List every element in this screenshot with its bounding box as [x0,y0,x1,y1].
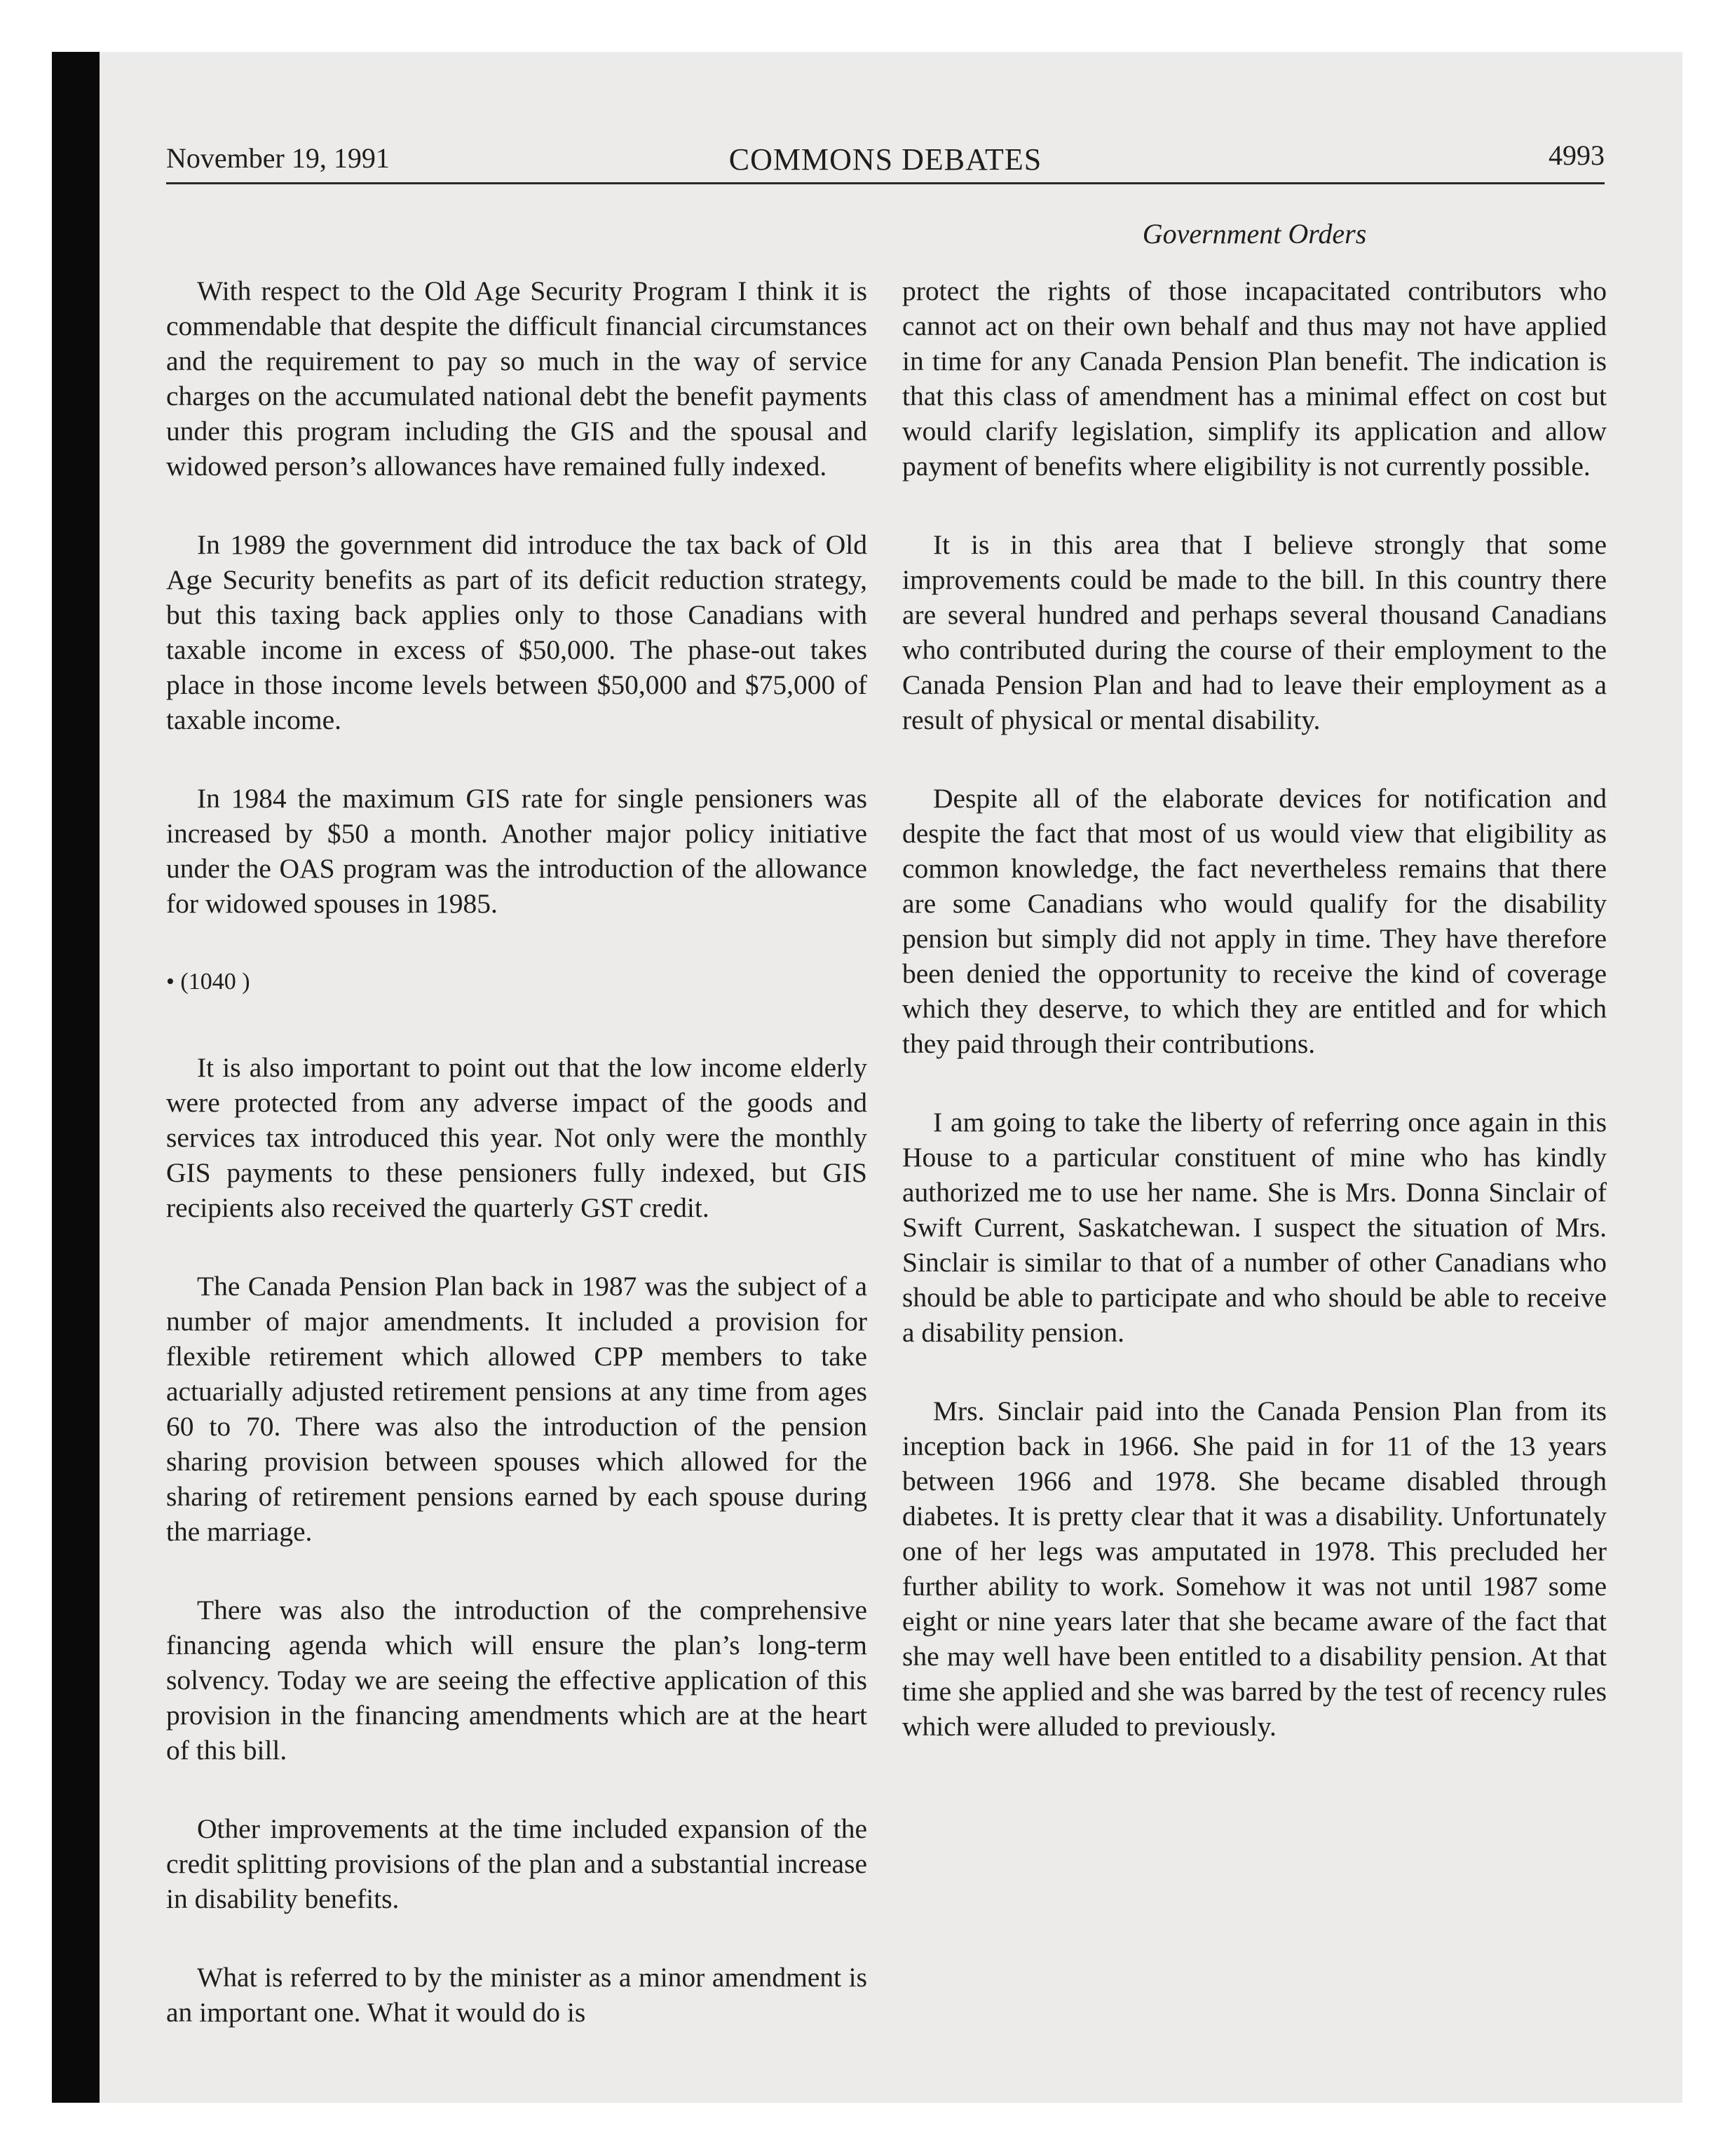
paragraph: There was also the introduction of the comprehensive financing agenda which will ensure the plan’s long-term solvency. Today we are seeing the effective application of this provision in the financing amendments which are at the heart of this bill. [166,1595,867,1766]
running-header [166,139,1605,184]
paragraph: With respect to the Old Age Security Program I think it is commendable that despite the difficult financial circumstances and the requirement to pay so much in the way of service charges on the accumulated national debt the benefit payments under this program including the GIS and the spousal and widowed person’s allowances have remained fully indexed. [166,275,867,482]
header-date: November 19, 1991 [166,142,390,174]
paragraph: What is referred to by the minister as a minor amendment is an important one. What it would do is [166,1962,867,2028]
paragraph: In 1989 the government did introduce the tax back of Old Age Security benefits as part of its deficit reduction strategy, but this taxing back applies only to those Canadians with taxable income in excess of $50,000. The phase-out takes place in those income levels between $50,000 and $75,000 of taxable income. [166,529,867,735]
left-column [166,273,867,2073]
paragraph: The Canada Pension Plan back in 1987 was the subject of a number of major amendments. It included a provision for flexible retirement which allowed CPP members to take actuarially adjusted retirement pensions at any time from ages 60 to 70. There was also the introduction of the pension sharing provision between spouses which allowed for the sharing of retirement pensions earned by each spouse during the marriage. [166,1271,867,1547]
paragraph: Other improvements at the time included expansion of the credit splitting provisions of the plan and a substantial increase in disability benefits. [166,1813,867,1914]
paragraph: It is also important to point out that the low income elderly were protected from any adverse impact of the goods and services tax introduced this year. Not only were the monthly GIS payments to these pensioners fully indexed, but GIS recipients also received the quarterly GST credit. [166,1052,867,1223]
time-marker: • (1040 ) [166,969,250,995]
paragraph: protect the rights of those incapacitated contributors who cannot act on their own behalf and thus may not have applied in time for any Canada Pension Plan benefit. The indication is that this class of amendment has a minimal effect on cost but would clarify legislation, simplify its application and allow payment of benefits where eligibility is not currently possible. [902,275,1607,482]
paragraph: I am going to take the liberty of referring once again in this House to a particular constituent of mine who has kindly authorized me to use her name. She is Mrs. Donna Sinclair of Swift Current, Saskatchewan. I suspect the situation of Mrs. Sinclair is similar to that of a number of other Canadians who should be able to participate and who should be able to receive a disability pension. [902,1107,1607,1348]
paragraph: Mrs. Sinclair paid into the Canada Pension Plan from its inception back in 1966. She paid in for 11 of the 13 years between 1966 and 1978. She became disabled through diabetes. It is pretty clear that it was a disability. Unfortunately one of her legs was amputated in 1978. This precluded her further ability to work. Somehow it was not until 1987 some eight or nine years later that she became aware of the fact that she may well have been entitled to a disability pension. At that time she applied and she was barred by the test of recency rules which were alluded to previously. [902,1396,1607,1742]
paragraph: In 1984 the maximum GIS rate for single pensioners was increased by $50 a month. Another major policy initiative under the OAS program was the introduction of the allowance for widowed spouses in 1985. [166,783,867,919]
header-page-number: 4993 [1549,139,1605,171]
header-journal-title: COMMONS DEBATES [728,142,1042,177]
binding-shadow [52,52,100,2103]
right-column [902,273,1607,1787]
paragraph: It is in this area that I believe strongly that some improvements could be made to the bill. In this country there are several hundred and perhaps several thousand Canadians who contributed during the course of their employment to the Canada Pension Plan and had to leave their employment as a result of physical or mental disability. [902,529,1607,735]
section-label: Government Orders [1142,218,1367,250]
paragraph: Despite all of the elaborate devices for notification and despite the fact that most of us would view that eligibility as common knowledge, the fact nevertheless remains that there are some Canadians who would qualify for the disability pension but simply did not apply in time. They have therefore been denied the opportunity to receive the kind of coverage which they deserve, to which they are entitled and for which they paid through their contributions. [902,783,1607,1059]
